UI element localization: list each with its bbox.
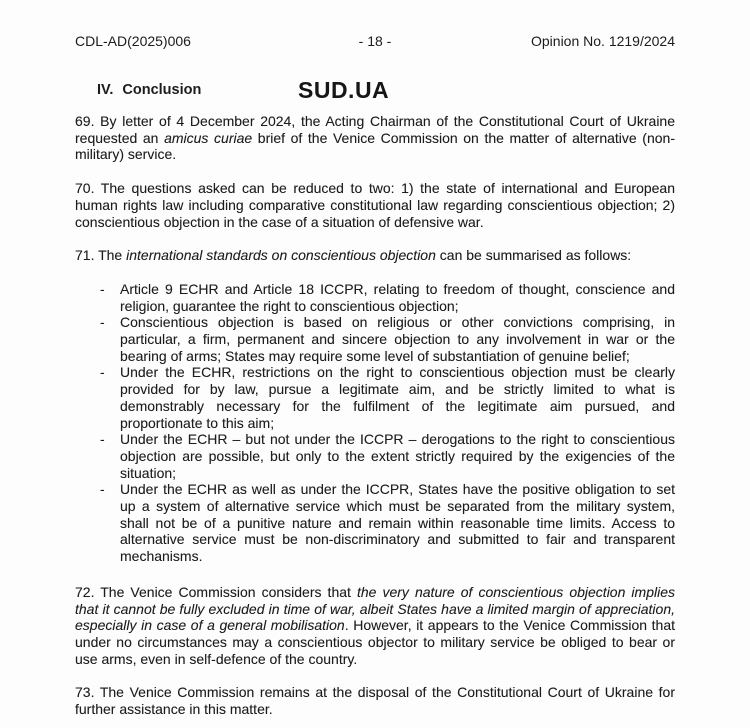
page-header <box>75 33 675 50</box>
paragraph-72-italic: the very nature of conscientious objection implies that it cannot be fully excluded in time of war, albeit States have a limited margin of appreciation, especially in case of a general mobilisation <box>75 583 675 634</box>
list-item <box>75 364 675 431</box>
list-item <box>75 431 675 481</box>
bullet-dash: - <box>100 314 105 331</box>
bullet-text: Under the ECHR, restrictions on the right to conscientious objection must be clearly provided for by law, pursue a legitimate aim, and be strictly limited to what is demonstrably necessary for the fulfilment of the legitimate aim pursued, and proportionate to this aim; <box>120 364 675 431</box>
paragraph-72 <box>75 584 675 668</box>
section-title: Conclusion <box>122 82 202 98</box>
paragraph-69-italic: amicus curiae <box>164 129 253 146</box>
document-body <box>75 113 675 718</box>
bullet-dash: - <box>100 431 105 448</box>
header-opinion-number: Opinion No. 1219/2024 <box>531 33 675 49</box>
paragraph-73 <box>75 684 675 717</box>
bullet-dash: - <box>100 481 105 498</box>
paragraph-72-text-end: . However, it appears to the Venice Commission that under no circumstances may a conscientious objector to military service be obliged to bear or use arms, even in self-defence of the country. <box>75 617 675 667</box>
sud-ua-watermark: SUD.UA <box>298 77 390 103</box>
list-item <box>75 281 675 314</box>
paragraph-69-text: 69. By letter of 4 December 2024, the Acting Chairman of the Constitutional Court of Ukraine requested an <box>75 113 675 146</box>
paragraph-70 <box>75 180 675 230</box>
section-heading-row <box>75 77 675 103</box>
paragraph-71-text-end: can be summarised as follows: <box>435 247 632 264</box>
standards-bullet-list <box>75 281 675 565</box>
bullet-text: Under the ECHR – but not under the ICCPR – derogations to the right to conscientious objection are possible, but only to the extent strictly required by the exigencies of the situation; <box>120 431 675 481</box>
paragraph-71-text: 71. The <box>75 247 127 264</box>
list-item <box>75 314 675 364</box>
paragraph-69-text-end: brief of the Venice Commission on the matter of alternative (non-military) service. <box>75 129 675 163</box>
bullet-text: Under the ECHR as well as under the ICCPR, States have the positive obligation to set up a system of alternative service which must be separated from the military system, shall not be of a punitive nature and remain within reasonable time limits. Access to alternative service must be non-discriminatory and submitted to fair and transparent mechanisms. <box>120 481 675 565</box>
paragraph-69 <box>75 113 675 163</box>
paragraph-71-italic: international standards on conscientious objection <box>126 247 436 264</box>
paragraph-72-text: 72. The Venice Commission considers that <box>75 583 357 600</box>
page-content <box>75 0 675 728</box>
section-heading <box>97 82 201 99</box>
bullet-text: Article 9 ECHR and Article 18 ICCPR, relating to freedom of thought, conscience and religion, guarantee the right to conscientious objection; <box>120 280 675 314</box>
list-item <box>75 481 675 565</box>
bullet-dash: - <box>100 364 105 381</box>
header-page-number: - 18 - <box>358 33 392 49</box>
section-number: IV. <box>97 82 114 98</box>
paragraph-70-text: 70. The questions asked can be reduced to two: 1) the state of international and European human rights law including comparative constitutional law regarding conscientious objection; 2) conscientious objection in the case of a situation of defensive war. <box>75 180 675 230</box>
paragraph-71 <box>75 247 675 264</box>
paragraph-73-text: 73. The Venice Commission remains at the disposal of the Constitutional Court of Ukraine for further assistance in this matter. <box>75 684 675 718</box>
header-doc-number: CDL-AD(2025)006 <box>75 33 191 49</box>
bullet-dash: - <box>100 280 105 297</box>
bullet-text: Conscientious objection is based on religious or other convictions comprising, in particular, a firm, permanent and sincere objection to any involvement in war or the bearing of arms; States may require some level of substantiation of genuine belief; <box>120 314 675 364</box>
